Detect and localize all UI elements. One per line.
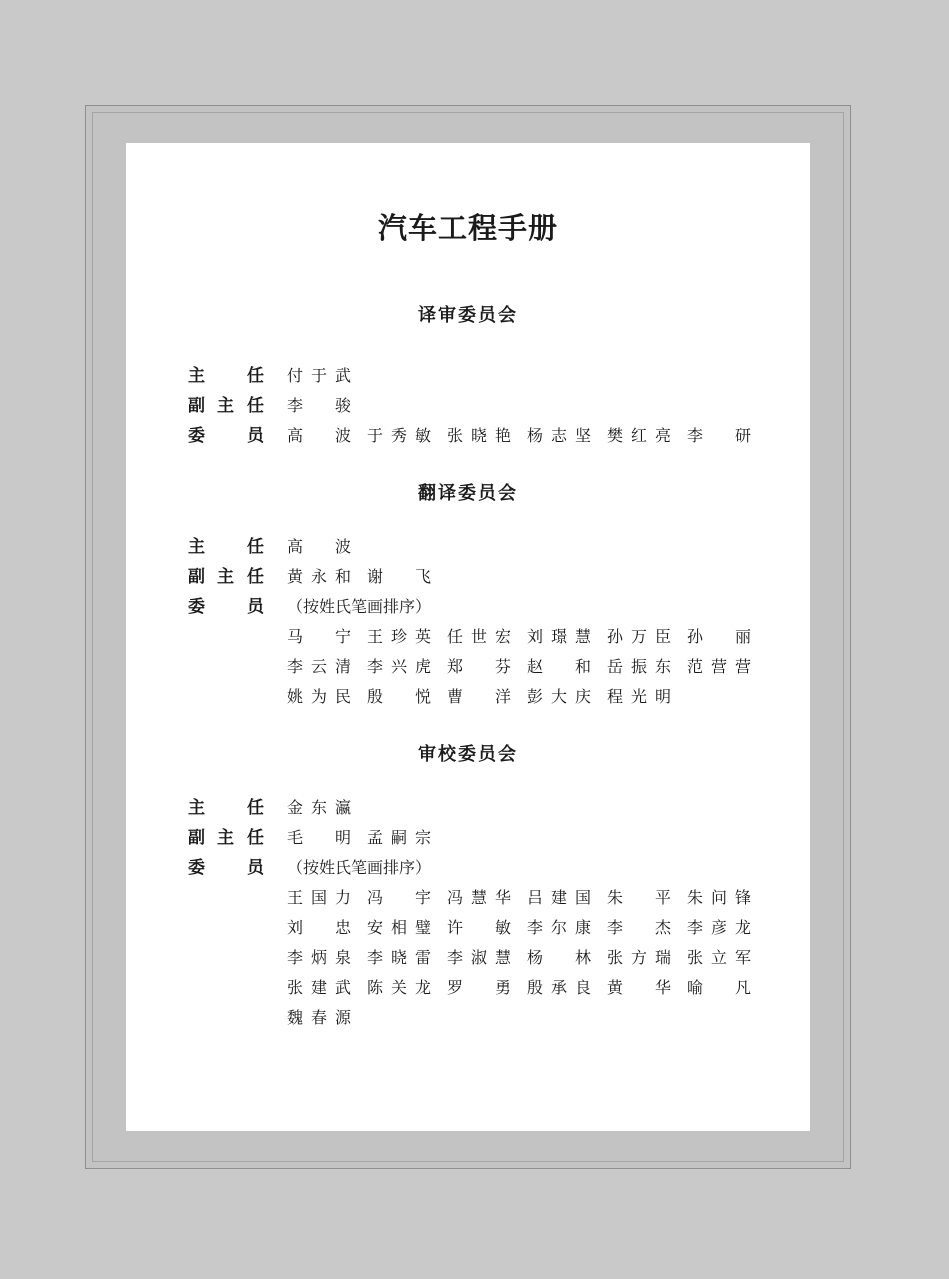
person-name: 郑 芬 <box>447 657 511 676</box>
person-name: 李淑慧 <box>447 948 511 967</box>
members-sort-note: （按姓氏笔画排序） <box>287 597 432 616</box>
person-name: 刘璟慧 <box>527 627 591 646</box>
deputy-director-label-char: 主 <box>217 828 234 848</box>
person-name: 付于武 <box>287 366 351 385</box>
director-label <box>188 361 263 391</box>
director-label-char: 任 <box>247 366 264 386</box>
deputy-director-label-char: 任 <box>247 567 264 587</box>
person-name: 姚为民 <box>287 687 351 706</box>
person-name: 冯慧华 <box>447 888 511 907</box>
person-name: 孙 丽 <box>687 627 751 646</box>
director-label-char: 主 <box>188 537 205 557</box>
person-name: 金东瀛 <box>287 798 351 817</box>
section-title: 翻译委员会 <box>418 483 518 504</box>
deputy-director-label-char: 副 <box>188 396 205 416</box>
person-name: 许 敏 <box>447 918 511 937</box>
person-name: 张立军 <box>687 948 751 967</box>
person-name: 曹 洋 <box>447 687 511 706</box>
director-label <box>188 793 263 823</box>
members-label-char: 员 <box>247 858 264 878</box>
deputy-director-label-char: 主 <box>217 396 234 416</box>
person-name: 张晓艳 <box>447 426 511 445</box>
person-name: 李 杰 <box>607 918 671 937</box>
person-name: 毛 明 <box>287 828 351 847</box>
person-name: 黄永和 <box>287 567 351 586</box>
section-title: 译审委员会 <box>418 305 518 326</box>
person-name: 李彦龙 <box>687 918 751 937</box>
person-name: 任世宏 <box>447 627 511 646</box>
person-name: 李云清 <box>287 657 351 676</box>
deputy-director-label <box>188 823 263 853</box>
book-title: 汽车工程手册 <box>377 211 558 245</box>
director-label-char: 主 <box>188 366 205 386</box>
person-name: 范营营 <box>687 657 751 676</box>
person-name: 黄 华 <box>607 978 671 997</box>
person-name: 高 波 <box>287 426 351 445</box>
person-name: 李晓雷 <box>367 948 431 967</box>
person-name: 王国力 <box>287 888 351 907</box>
person-name: 魏春源 <box>287 1008 351 1027</box>
members-label <box>188 592 263 622</box>
person-name: 朱 平 <box>607 888 671 907</box>
members-label-char: 委 <box>188 426 205 446</box>
deputy-director-label <box>188 391 263 421</box>
person-name: 樊红亮 <box>607 426 671 445</box>
person-name: 高 波 <box>287 537 351 556</box>
person-name: 李 研 <box>687 426 751 445</box>
person-name: 马 宁 <box>287 627 351 646</box>
person-name: 赵 和 <box>527 657 591 676</box>
person-name: 于秀敏 <box>367 426 431 445</box>
director-label-char: 任 <box>247 537 264 557</box>
person-name: 李兴虎 <box>367 657 431 676</box>
person-name: 彭大庆 <box>527 687 591 706</box>
members-label-char: 员 <box>247 597 264 617</box>
person-name: 殷 悦 <box>367 687 431 706</box>
person-name: 张建武 <box>287 978 351 997</box>
deputy-director-label-char: 副 <box>188 567 205 587</box>
person-name: 刘 忠 <box>287 918 351 937</box>
deputy-director-label <box>188 562 263 592</box>
person-name: 孟嗣宗 <box>367 828 431 847</box>
person-name: 罗 勇 <box>447 978 511 997</box>
person-name: 程光明 <box>607 687 671 706</box>
deputy-director-label-char: 主 <box>217 567 234 587</box>
deputy-director-label-char: 副 <box>188 828 205 848</box>
members-label-char: 委 <box>188 597 205 617</box>
person-name: 朱问锋 <box>687 888 751 907</box>
person-name: 安相璧 <box>367 918 431 937</box>
person-name: 喻 凡 <box>687 978 751 997</box>
members-label-char: 委 <box>188 858 205 878</box>
person-name: 吕建国 <box>527 888 591 907</box>
page <box>126 143 810 1131</box>
director-label <box>188 532 263 562</box>
members-label-char: 员 <box>247 426 264 446</box>
person-name: 杨志坚 <box>527 426 591 445</box>
person-name: 李尔康 <box>527 918 591 937</box>
members-label <box>188 853 263 883</box>
person-name: 杨 林 <box>527 948 591 967</box>
director-label-char: 任 <box>247 798 264 818</box>
person-name: 冯 宇 <box>367 888 431 907</box>
person-name: 李炳泉 <box>287 948 351 967</box>
person-name: 岳振东 <box>607 657 671 676</box>
director-label-char: 主 <box>188 798 205 818</box>
person-name: 殷承良 <box>527 978 591 997</box>
section-title: 审校委员会 <box>418 744 518 765</box>
deputy-director-label-char: 任 <box>247 396 264 416</box>
person-name: 陈关龙 <box>367 978 431 997</box>
person-name: 李 骏 <box>287 396 351 415</box>
person-name: 王珍英 <box>367 627 431 646</box>
members-sort-note: （按姓氏笔画排序） <box>287 858 432 877</box>
person-name: 张方瑞 <box>607 948 671 967</box>
members-label <box>188 421 263 451</box>
person-name: 谢 飞 <box>367 567 431 586</box>
deputy-director-label-char: 任 <box>247 828 264 848</box>
person-name: 孙万臣 <box>607 627 671 646</box>
